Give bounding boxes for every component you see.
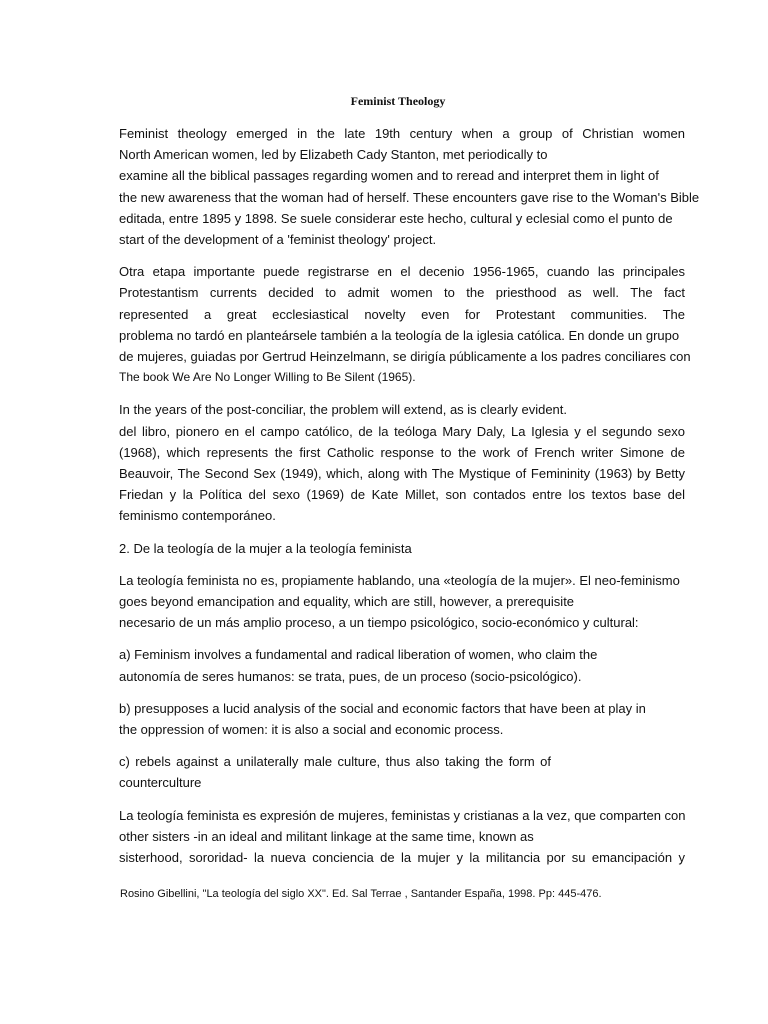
text-line: a) Feminism involves a fundamental and radical liberation of women, who claim the (119, 647, 598, 663)
text-line: La teología feminista no es, propiamente hablando, una «teología de la mujer». El neo-feminismo (119, 572, 680, 588)
paragraph (119, 538, 685, 559)
text-line: Friedan y la Política del sexo (1969) de Kate Millet, son contados entre los textos base del (119, 487, 685, 503)
text-line: start of the development of a 'feminist theology' project. (119, 232, 437, 248)
paragraph (119, 570, 685, 634)
text-line: goes beyond emancipation and equality, which are still, however, a prerequisite (119, 594, 575, 610)
text-line: counterculture (119, 775, 202, 791)
text-line: Beauvoir, The Second Sex (1949), which, along with The Mystique of Femininity (1963) by Betty (119, 466, 685, 482)
text-line: other sisters -in an ideal and militant linkage at the same time, known as (119, 828, 534, 844)
text-line: North American women, led by Elizabeth Cady Stanton, met periodically to (119, 147, 548, 163)
paragraph (119, 751, 685, 793)
footnote: Rosino Gibellini, "La teología del siglo XX". Ed. Sal Terrae , Santander España, 1998. Pp: 445-476. (120, 888, 602, 900)
paragraph (119, 698, 685, 740)
text-line: represented a great ecclesiastical novelty even for Protestant communities. The (119, 306, 685, 322)
paragraph (119, 644, 685, 686)
text-line: In the years of the post-conciliar, the problem will extend, as is clearly evident. (119, 402, 567, 418)
text-line: c) rebels against a unilaterally male culture, thus also taking the form of (119, 754, 551, 770)
text-line: del libro, pionero en el campo católico, de la teóloga Mary Daly, La Iglesia y el segundo sexo (119, 423, 685, 439)
text-line: editada, entre 1895 y 1898. Se suele considerar este hecho, cultural y eclesial como el punto de (119, 210, 673, 226)
text-line: problema no tardó en planteársele también a la teología de la iglesia católica. En donde un grupo (119, 327, 680, 343)
paragraph (119, 805, 685, 869)
text-line: examine all the biblical passages regarding women and to reread and interpret them in light of (119, 168, 659, 184)
text-line: de mujeres, guiadas por Gertrud Heinzelmann, se dirigía públicamente a los padres conciliares con (119, 349, 691, 365)
text-line: sisterhood, sororidad- la nueva conciencia de la mujer y la militancia por su emancipación y (119, 850, 685, 866)
text-line: b) presupposes a lucid analysis of the social and economic factors that have been at play in (119, 700, 646, 716)
text-line: Protestantism currents decided to admit women to the priesthood as well. The fact (119, 285, 685, 301)
text-line: the new awareness that the woman had of herself. These encounters gave rise to the Woman's Bible (119, 189, 700, 205)
text-line: feminismo contemporáneo. (119, 508, 276, 524)
text-line: autonomía de seres humanos: se trata, pues, de un proceso (socio-psicológico). (119, 668, 582, 684)
text-line: necesario de un más amplio proceso, a un tiempo psicológico, socio-económico y cultural: (119, 615, 639, 631)
text-line: La teología feminista es expresión de mujeres, feministas y cristianas a la vez, que comparten con (119, 807, 686, 823)
text-line: the oppression of women: it is also a social and economic process. (119, 722, 504, 738)
paragraph (119, 399, 685, 526)
text-line: Feminist theology emerged in the late 19th century when a group of Christian women (119, 126, 685, 141)
text-line: Otra etapa importante puede registrarse en el decenio 1956-1965, cuando las principales (119, 264, 685, 280)
text-line: (1968), which represents the first Catholic response to the work of French writer Simone de (119, 444, 685, 460)
document-title: Feminist Theology (350, 94, 446, 108)
text-line: 2. De la teología de la mujer a la teología feminista (119, 540, 412, 556)
text-line: The book We Are No Longer Willing to Be Silent (1965). (119, 370, 416, 385)
document-body (119, 123, 700, 879)
paragraph (119, 261, 691, 388)
paragraph (119, 123, 700, 250)
